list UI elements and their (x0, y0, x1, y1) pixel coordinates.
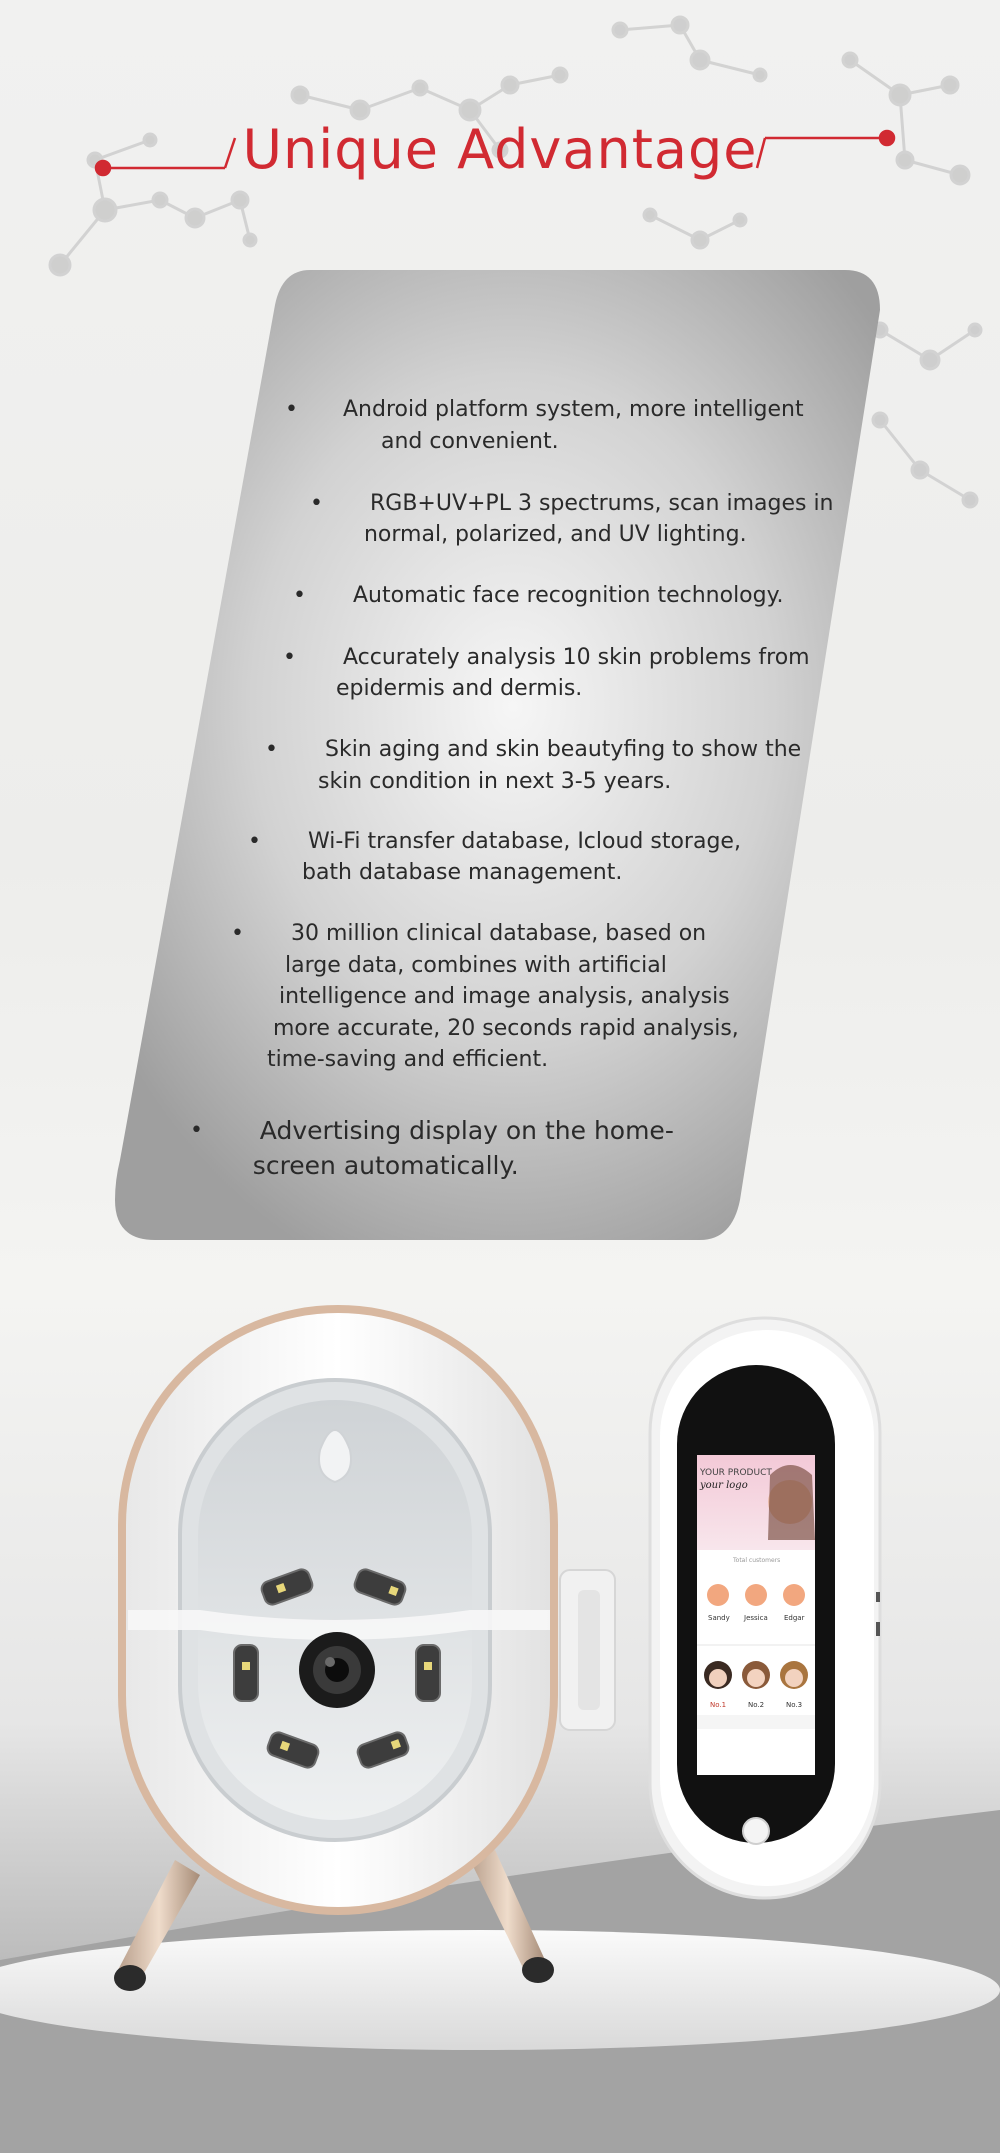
title-section (0, 110, 1000, 190)
advantage-item-7: • 30 million clinical database, based on (231, 921, 707, 946)
advantage-item-4: • Accurately analysis 10 skin problems from (283, 645, 810, 670)
advantage-item-7-cont-2: intelligence and image analysis, analysis (278, 984, 730, 1009)
advantage-item-1: • Android platform system, more intelligent (285, 397, 804, 422)
customer-3: Edgar (784, 1614, 805, 1622)
advantage-item-4-cont: epidermis and dermis. (335, 676, 583, 701)
screen-brand-2: your logo (700, 1480, 748, 1491)
screen-section-label: Total customers (733, 1557, 781, 1564)
advantage-item-3: • Automatic face recognition technology. (293, 583, 784, 608)
advantage-item-5: • Skin aging and skin beautyfing to show the (265, 737, 802, 762)
home-button[interactable] (743, 1818, 769, 1844)
rank-3: No.3 (786, 1701, 803, 1709)
advantage-item-2-cont: normal, polarized, and UV lighting. (363, 522, 747, 547)
advantage-item-7-cont-3: more accurate, 20 seconds rapid analysis, (272, 1016, 739, 1041)
advantage-item-8: • Advertising display on the home- (190, 1116, 674, 1145)
rank-1: No.1 (710, 1701, 727, 1709)
customer-2: Jessica (744, 1614, 768, 1622)
advantage-item-7-cont-1: large data, combines with artificial (284, 953, 667, 978)
advantage-item-6: • Wi-Fi transfer database, Icloud storage, (248, 829, 741, 854)
customer-1: Sandy (708, 1614, 730, 1622)
advantages-panel (110, 270, 890, 1245)
advantage-item-8-cont: screen automatically. (252, 1151, 519, 1180)
advantage-item-1-cont: and convenient. (380, 429, 559, 454)
skin-analyzer-device (0, 1270, 1000, 2153)
advantage-item-2: • RGB+UV+PL 3 spectrums, scan images in (310, 491, 834, 516)
advantage-item-6-cont: bath database management. (301, 860, 623, 885)
advantage-item-7-cont-4: time-saving and efficient. (266, 1047, 549, 1072)
advantage-item-5-cont: skin condition in next 3-5 years. (317, 769, 672, 794)
rank-2: No.2 (748, 1701, 765, 1709)
page-title: Unique Advantage (242, 118, 758, 181)
screen-brand-1: YOUR PRODUCT (700, 1468, 772, 1478)
